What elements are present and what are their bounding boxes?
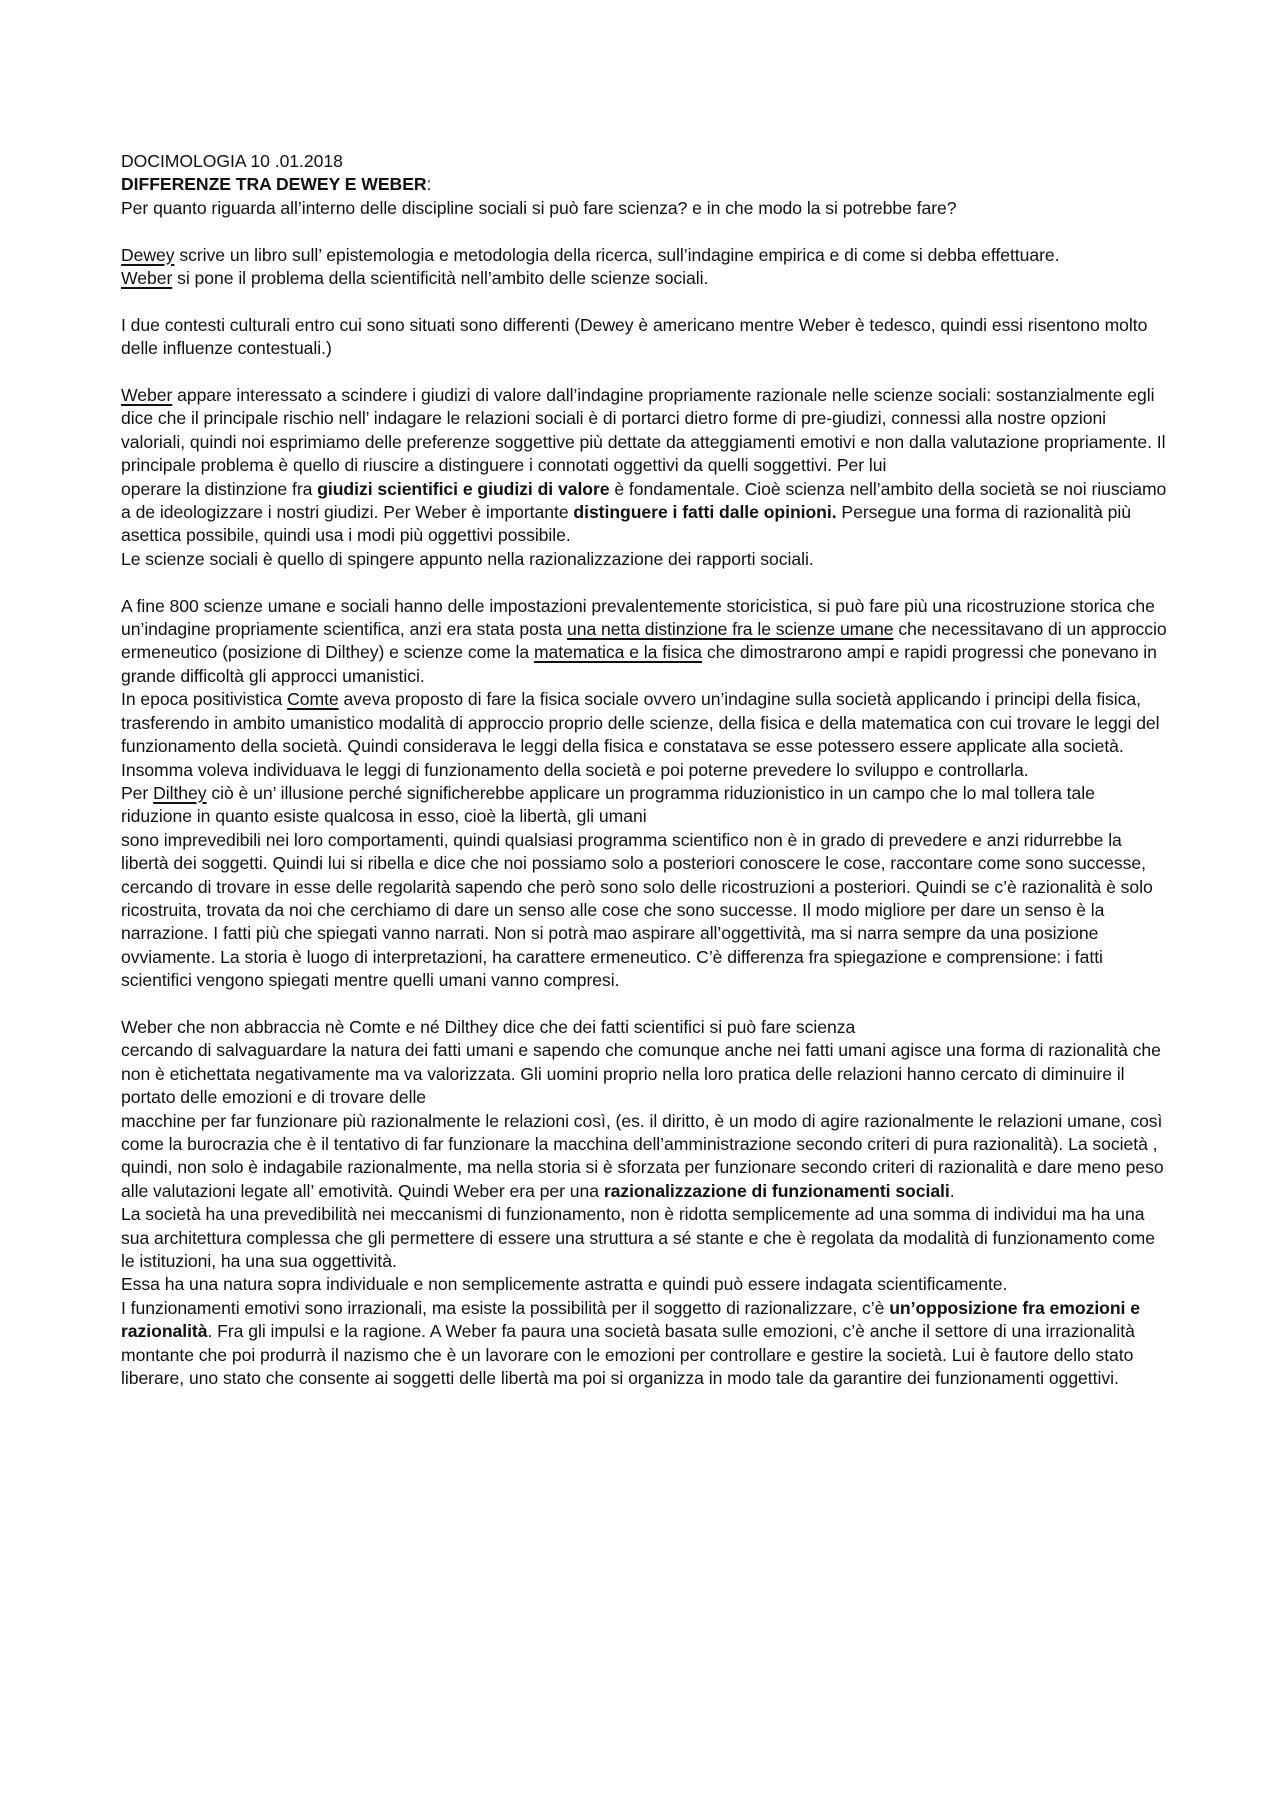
document-title: DOCIMOLOGIA 10 .01.2018 xyxy=(121,151,343,171)
text: appare interessato a scindere i giudizi di valore dall’indagine propriamente razionale nelle scienze sociali: sostanzialmente egli dice che il principale rischio nell’ indagare le relazioni sociali è di portarci dietro forme di pre-giudizi, connessi alla nostre opzioni valoriali, quindi noi esprimiamo delle preferenze soggettive più dettate da atteggiamenti emotivi e non dalla valutazione propriamente. Il principale problema è quello di riuscire a distinguere i connotati oggettivi da quelli soggettivi. Per lui xyxy=(121,385,1166,476)
paragraph-weber-values xyxy=(121,384,1170,478)
paragraph-weber-rationality: cercando di salvaguardare la natura dei fatti umani e sapendo che comunque anche nei fatti umani agisce una forma di razionalità che non è etichettata negativamente ma va valorizzata. Gli uomini proprio nella loro pratica delle relazioni hanno cercato di diminuire il portato delle emozioni e di trovare delle xyxy=(121,1040,1161,1108)
paragraph-weber-distinction xyxy=(121,478,1170,548)
section-heading: DIFFERENZE TRA DEWEY E WEBER xyxy=(121,174,427,195)
text: I funzionamenti emotivi sono irrazionali, ma esiste la possibilità per il soggetto di razionalizzare, c’è xyxy=(121,1297,890,1318)
text: . xyxy=(949,1180,955,1201)
text: . Fra gli impulsi e la ragione. A Weber fa paura una società basata sulle emozioni, c’è anche il settore di una irrazionalità montante che poi produrrà il nazismo che è un lavorare con le emozioni per controllare e gestire la società. Lui è fautore dello stato liberare, uno stato che consente ai soggetti delle libertà ma poi si organizza in modo tale da garantire dei funzionamenti oggettivi. xyxy=(121,1321,1135,1389)
bold-text: un’opposizione fra emozioni e razionalità xyxy=(121,1297,1140,1342)
paragraph-dewey xyxy=(121,244,1170,267)
bold-text: razionalizzazione di funzionamenti sociali xyxy=(603,1180,950,1201)
intro-question: Per quanto riguarda all’interno delle discipline sociali si può fare scienza? e in che modo la si potrebbe fare? xyxy=(121,197,957,218)
paragraph-weber-machines xyxy=(121,1110,1170,1204)
document-body xyxy=(121,150,1170,1390)
paragraph-society: La società ha una prevedibilità nei meccanismi di funzionamento, non è ridotta semplicemente ad una somma di individui ma ha una sua architettura complessa che gli permettere di essere una struttura a sé stante e che è regolata da modalità di funzionamento come le istituzioni, ha una sua oggettività. xyxy=(121,1204,1155,1272)
bold-text: distinguere i fatti dalle opinioni. xyxy=(573,502,837,523)
paragraph-800 xyxy=(121,595,1170,689)
paragraph-comte xyxy=(121,688,1170,782)
paragraph-weber-line: Weber che non abbraccia nè Comte e né Dilthey dice che dei fatti scientifici si può fare scienza xyxy=(121,1016,856,1037)
text: operare la distinzione fra xyxy=(121,478,318,499)
text: In epoca positivistica xyxy=(121,689,288,710)
paragraph-dilthey xyxy=(121,782,1170,829)
weber-name: Weber xyxy=(121,385,173,406)
weber-name: Weber xyxy=(121,268,173,289)
paragraph-social-sciences: Le scienze sociali è quello di spingere appunto nella razionalizzazione dei rapporti sociali. xyxy=(121,548,814,569)
weber-text: si pone il problema della scientificità nell’ambito delle scienze sociali. xyxy=(172,268,709,289)
text: che dimostrarono ampi e rapidi progressi che ponevano in grande difficoltà gli approcci umanistici. xyxy=(121,642,1157,686)
text: è fondamentale. Cioè scienza nell’ambito della società se noi riusciamo a de ideologizzare i nostri giudizi. Per Weber è importante xyxy=(121,478,1167,523)
paragraph-heading xyxy=(121,173,1170,196)
text: Persegue una forma di razionalità più asettica possibile, quindi usa i modi più oggettivi possibile. xyxy=(121,502,1131,546)
text: ciò è un’ illusione perché significherebbe applicare un programma riduzionistico in un campo che lo mal tollera tale riduzione in quanto esiste qualcosa in esso, cioè la libertà, gli umani xyxy=(121,782,1095,827)
paragraph-weber-intro xyxy=(121,267,1170,290)
text: macchine per far funzionare più razionalmente le relazioni così, (es. il diritto, è un modo di agire razionalmente le relazioni umane, così come la burocrazia che è il tentativo di far funzionare la macchina dell’amministrazione secondo criteri di pura razionalità). La società , quindi, non solo è indagabile razionalmente, ma nella storia si è sforzata per funzionare secondo criteri di razionalità e dare meno peso alle valutazioni legate all’ emotività. Quindi Weber era per una xyxy=(121,1110,1164,1201)
paragraph-nature: Essa ha una natura sopra individuale e non semplicemente astratta e quindi può essere indagata scientificamente. xyxy=(121,1274,1008,1295)
paragraph-dilthey-cont: sono imprevedibili nei loro comportamenti, quindi qualsiasi programma scientifico non è in grado di prevedere e anzi ridurrebbe la libertà dei soggetti. Quindi lui si ribella e dice che noi possiamo solo a posteriori conoscere le cose, raccontare come sono successe, cercando di trovare in esse delle regolarità sapendo che però sono solo delle ricostruzioni a posteriori. Quindi se c’è razionalità è solo ricostruita, trovata da noi che cerchiamo di dare un senso alle cose che sono successe. Il modo migliore per dare un senso è la narrazione. I fatti più che spiegati vanno narrati. Non si potrà mao aspirare all’oggettività, ma si narra sempre da una posizione ovviamente. La storia è luogo di interpretazioni, ha carattere ermeneutico. C’è differenza fra spiegazione e comprensione: i fatti scientifici vengono spiegati mentre quelli umani vanno compresi. xyxy=(121,829,1153,991)
heading-colon: : xyxy=(426,174,432,195)
text: che necessitavano di un approccio ermeneutico (posizione di Dilthey) e scienze come la xyxy=(121,619,1167,663)
dilthey-name: Dilthey xyxy=(153,782,207,803)
dewey-name: Dewey xyxy=(121,244,175,265)
dewey-text: scrive un libro sull’ epistemologia e metodologia della ricerca, sull’indagine empirica e di come si debba effettuare. xyxy=(174,244,1060,265)
paragraph-contexts: I due contesti culturali entro cui sono situati sono differenti (Dewey è americano mentre Weber è tedesco, quindi essi risentono molto delle influenze contestuali.) xyxy=(121,314,1148,359)
text: A fine 800 scienze umane e sociali hanno delle impostazioni prevalentemente storicistica, si può fare più una ricostruzione storica che un’indagine propriamente scientifica, anzi era stata posta xyxy=(121,595,1155,640)
text: Per xyxy=(121,782,154,803)
text: aveva proposto di fare la fisica sociale ovvero un’indagine sulla società applicando i principi della fisica, trasferendo in ambito umanistico modalità di approccio proprio delle scienze, della fisica e della matematica con cui trovare le leggi del funzionamento della società. Quindi considerava le leggi della fisica e constatava se esse potessero essere applicate alla società. Insomma voleva individuava le leggi di funzionamento della società e poi poterne prevedere lo sviluppo e controllarla. xyxy=(121,689,1160,780)
underlined-text: una netta distinzione fra le scienze umane xyxy=(566,619,894,640)
paragraph-emotions xyxy=(121,1297,1170,1391)
underlined-text: matematica e la fisica xyxy=(533,642,703,663)
comte-name: Comte xyxy=(287,689,339,710)
bold-text: giudizi scientifici e giudizi di valore xyxy=(317,478,610,499)
